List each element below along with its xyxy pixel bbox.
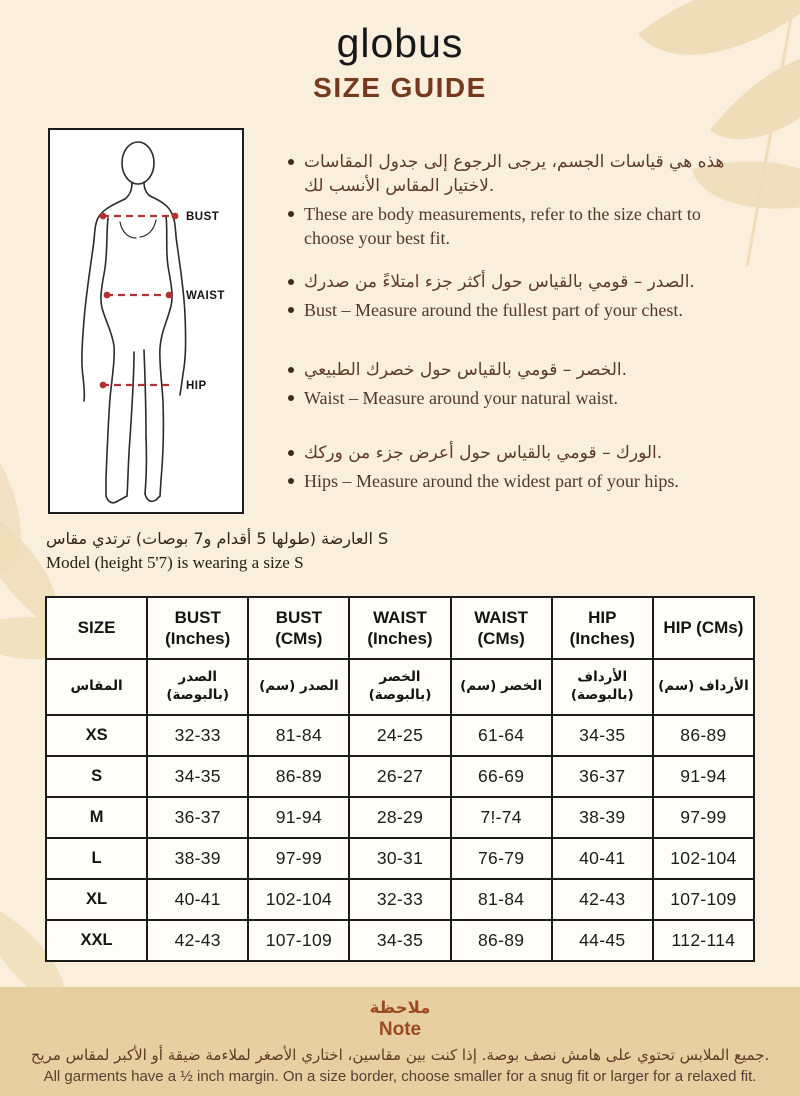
instruction-arabic: الصدر – قومي بالقياس حول أكثر جزء امتلاءً من صدرك.	[304, 272, 695, 292]
column-header: HIP (Inches)	[552, 597, 653, 659]
measurement-instructions	[286, 150, 730, 497]
table-row	[46, 715, 754, 756]
measurement-cell: 34-35	[349, 920, 450, 961]
page-title: SIZE GUIDE	[313, 72, 487, 103]
note-body-english: All garments have a ½ inch margin. On a size border, choose smaller for a snug fit or larger for a relaxed fit.	[43, 1068, 757, 1085]
bullet-icon	[288, 367, 294, 373]
measurement-cell: 42-43	[147, 920, 248, 961]
model-note-english: Model (height 5'7) is wearing a size S	[46, 553, 304, 572]
hip-label: HIP	[186, 380, 207, 392]
footer-note	[0, 987, 800, 1096]
measurement-cell: 86-89	[451, 920, 552, 961]
table-header-row-arabic	[46, 659, 754, 715]
measurement-cell: 26-27	[349, 756, 450, 797]
measurement-cell: 66-69	[451, 756, 552, 797]
body-measurement-diagram	[48, 128, 244, 514]
table-row	[46, 920, 754, 961]
column-header: SIZE	[46, 597, 147, 659]
instruction-arabic: هذه هي قياسات الجسم، يرجى الرجوع إلى جدول المقاسات لاختيار المقاس الأنسب لك.	[304, 152, 725, 196]
model-size-note	[46, 527, 388, 574]
column-header-arabic: الخصر (بالبوصة)	[349, 659, 450, 715]
measurement-cell: 102-104	[653, 838, 754, 879]
measurement-cell: 86-89	[653, 715, 754, 756]
bullet-icon	[288, 478, 294, 484]
instruction-english: Waist – Measure around your natural waist.	[304, 388, 618, 408]
instruction-arabic: الورك – قومي بالقياس حول أعرض جزء من وركك.	[304, 443, 663, 463]
bust-label: BUST	[186, 211, 220, 223]
column-header-arabic: الصدر (سم)	[248, 659, 349, 715]
size-table	[45, 596, 755, 962]
note-title-english: Note	[378, 1019, 422, 1040]
measurement-cell: 38-39	[147, 838, 248, 879]
measurement-cell: 91-94	[248, 797, 349, 838]
table-row	[46, 838, 754, 879]
bullet-icon	[288, 395, 294, 401]
measurement-cell: 107-109	[653, 879, 754, 920]
measurement-cell: 102-104	[248, 879, 349, 920]
note-body-arabic: جميع الملابس تحتوي على هامش نصف بوصة. إذا كنت بين مقاسين، اختاري الأصغر لملاءمة ضيقة أو الأكبر لمقاس مريح.	[30, 1046, 770, 1064]
table-row	[46, 756, 754, 797]
waist-label: WAIST	[186, 290, 225, 302]
column-header-arabic: الأرداف (سم)	[653, 659, 754, 715]
list-item	[286, 469, 730, 493]
measurement-cell: 91-94	[653, 756, 754, 797]
list-item	[286, 358, 730, 382]
bullet-icon	[288, 211, 294, 217]
instruction-arabic: الخصر – قومي بالقياس حول خصرك الطبيعي.	[304, 360, 628, 380]
mannequin-figure-icon	[50, 130, 242, 512]
size-cell: L	[46, 838, 147, 879]
list-item	[286, 298, 730, 322]
size-cell: XS	[46, 715, 147, 756]
column-header-arabic: الصدر (بالبوصة)	[147, 659, 248, 715]
column-header-arabic: المقاس	[46, 659, 147, 715]
column-header: BUST (Inches)	[147, 597, 248, 659]
table-header-row-english	[46, 597, 754, 659]
measurement-cell: 36-37	[552, 756, 653, 797]
instruction-english: Hips – Measure around the widest part of your hips.	[304, 471, 679, 491]
measurement-cell: 86-89	[248, 756, 349, 797]
measurement-cell: 38-39	[552, 797, 653, 838]
bullet-icon	[288, 279, 294, 285]
measurement-cell: 44-45	[552, 920, 653, 961]
table-row	[46, 879, 754, 920]
size-cell: XL	[46, 879, 147, 920]
measurement-cell: 97-99	[653, 797, 754, 838]
note-title-arabic: ملاحظة	[369, 998, 431, 1017]
column-header-arabic: الأرداف (بالبوصة)	[552, 659, 653, 715]
measurement-cell: 40-41	[552, 838, 653, 879]
measurement-cell: 112-114	[653, 920, 754, 961]
measurement-cell: 42-43	[552, 879, 653, 920]
list-item	[286, 441, 730, 465]
measurement-cell: 34-35	[552, 715, 653, 756]
measurement-cell: 40-41	[147, 879, 248, 920]
list-item	[286, 202, 730, 250]
bullet-icon	[288, 159, 294, 165]
table-row	[46, 797, 754, 838]
measurement-cell: 97-99	[248, 838, 349, 879]
bullet-icon	[288, 450, 294, 456]
measurement-cell: 7!-74	[451, 797, 552, 838]
column-header: WAIST (CMs)	[451, 597, 552, 659]
measurement-cell: 81-84	[248, 715, 349, 756]
column-header: HIP (CMs)	[653, 597, 754, 659]
measurement-cell: 34-35	[147, 756, 248, 797]
instruction-english: Bust – Measure around the fullest part of your chest.	[304, 300, 683, 320]
measurement-cell: 28-29	[349, 797, 450, 838]
size-cell: M	[46, 797, 147, 838]
measurement-cell: 76-79	[451, 838, 552, 879]
measurement-cell: 107-109	[248, 920, 349, 961]
column-header: WAIST (Inches)	[349, 597, 450, 659]
brand-logo: globus	[336, 20, 464, 66]
column-header: BUST (CMs)	[248, 597, 349, 659]
measurement-cell: 36-37	[147, 797, 248, 838]
measurement-cell: 30-31	[349, 838, 450, 879]
instruction-english: These are body measurements, refer to the size chart to choose your best fit.	[304, 204, 701, 248]
list-item	[286, 270, 730, 294]
size-cell: XXL	[46, 920, 147, 961]
size-cell: S	[46, 756, 147, 797]
measurement-cell: 24-25	[349, 715, 450, 756]
measurement-cell: 32-33	[147, 715, 248, 756]
model-note-arabic: العارضة (طولها 5 أقدام و7 بوصات) ترتدي مقاس S	[46, 529, 389, 548]
measurement-cell: 61-64	[451, 715, 552, 756]
list-item	[286, 150, 730, 198]
list-item	[286, 386, 730, 410]
column-header-arabic: الخصر (سم)	[451, 659, 552, 715]
measurement-cell: 32-33	[349, 879, 450, 920]
measurement-cell: 81-84	[451, 879, 552, 920]
bullet-icon	[288, 307, 294, 313]
